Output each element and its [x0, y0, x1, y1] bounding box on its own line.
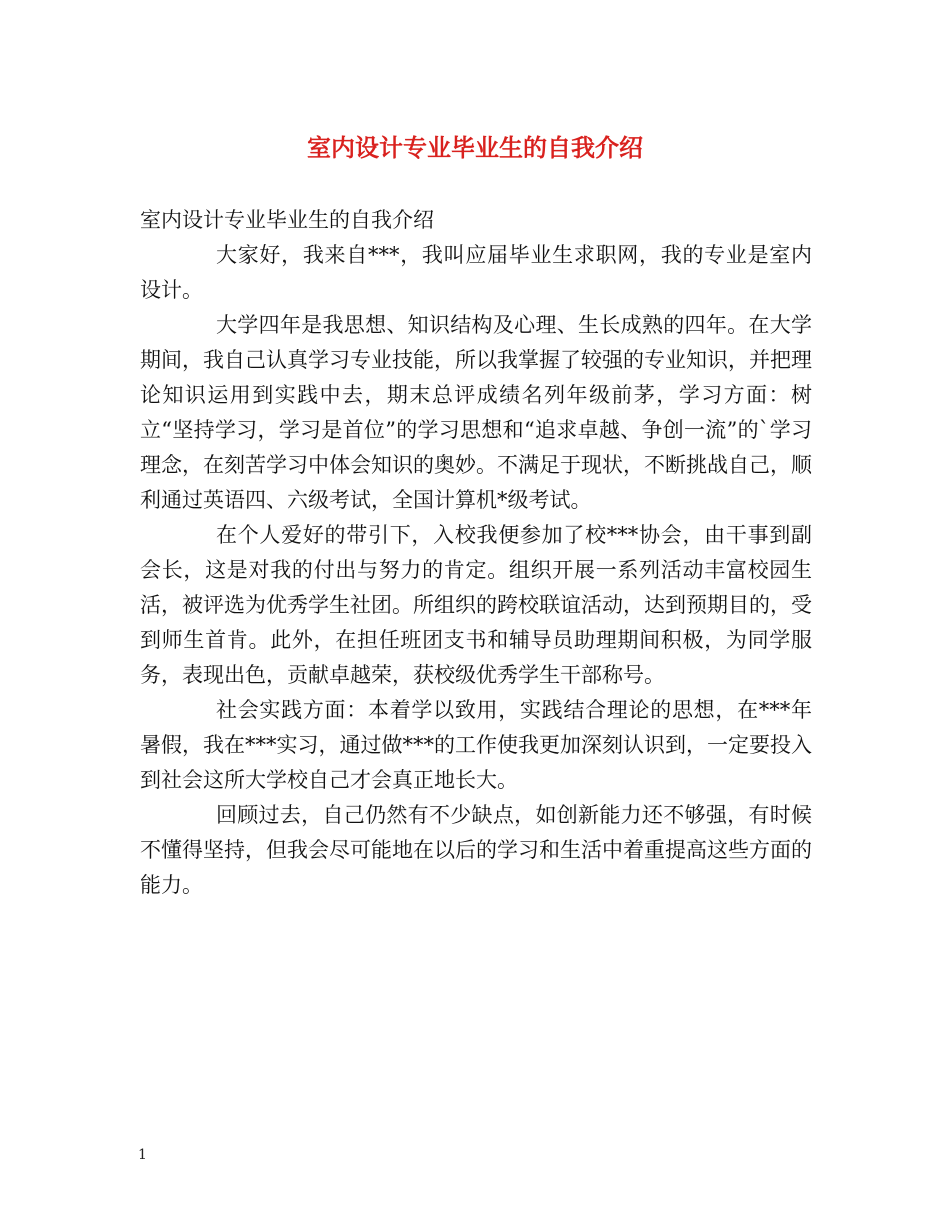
paragraph-club-activities: 在个人爱好的带引下，入校我便参加了校***协会，由干事到副会长，这是对我的付出与努力的肯定。组织开展一系列活动丰富校园生活，被评选为优秀学生社团。所组织的跨校联谊活动，达到预期目的，受到师生首肯。此外，在担任班团支书和辅导员助理期间积极，为同学服务，表现出色，贡献卓越荣，获校级优秀学生干部称号。 [140, 523, 812, 687]
document-subtitle: 室内设计专业毕业生的自我介绍 [140, 208, 434, 232]
paragraph-intro: 大家好，我来自***，我叫应届毕业生求职网，我的专业是室内设计。 [140, 243, 812, 302]
document-title: 室内设计专业毕业生的自我介绍 [307, 133, 643, 162]
paragraph-university-study: 大学四年是我思想、知识结构及心理、生长成熟的四年。在大学期间，我自己认真学习专业技能，所以我掌握了较强的专业知识，并把理论知识运用到实践中去，期末总评成绩名列年级前茅，学习方面：树立“坚持学习，学习是首位”的学习思想和“追求卓越、争创一流”的`学习理念，在刻苦学习中体会知识的奥妙。不满足于现状，不断挑战自己，顺利通过英语四、六级考试，全国计算机*级考试。 [140, 313, 812, 512]
paragraph-reflection: 回顾过去，自己仍然有不少缺点，如创新能力还不够强，有时候不懂得坚持，但我会尽可能地在以后的学习和生活中着重提高这些方面的能力。 [140, 803, 812, 897]
page-number: 1 [138, 1147, 147, 1163]
paragraph-social-practice: 社会实践方面：本着学以致用，实践结合理论的思想，在***年暑假，我在***实习，通过做***的工作使我更加深刻认识到，一定要投入到社会这所大学校自己才会真正地长大。 [140, 698, 812, 792]
document-body [140, 203, 812, 903]
